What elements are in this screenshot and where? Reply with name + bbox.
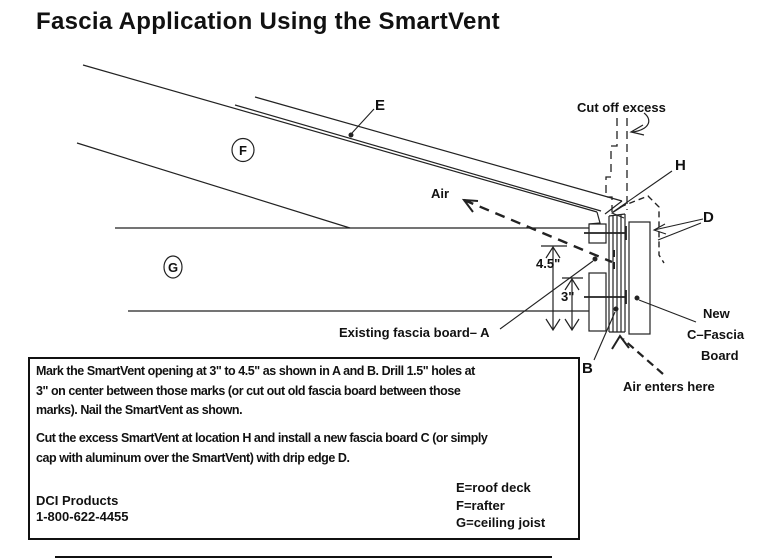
air-flow-dash [464, 200, 612, 262]
legend-item-f: F=rafter [456, 497, 505, 513]
reference-circles [164, 139, 254, 279]
existing-fascia-lower-piece [589, 273, 606, 331]
e-dot [349, 133, 354, 138]
leader-lines [352, 109, 696, 360]
label-d: D [703, 209, 714, 226]
label-new-fascia-3: Board [701, 348, 739, 363]
dim-3-lines [562, 278, 583, 330]
b-leader [594, 312, 615, 360]
rafter-end-cut [589, 212, 600, 224]
nail-upper [584, 226, 626, 240]
fascia-assembly [584, 214, 650, 334]
label-h: H [675, 157, 686, 174]
dim-label-4-5: 4.5" [536, 256, 561, 271]
label-g: G [167, 260, 179, 275]
label-e: E [375, 97, 386, 114]
label-new-fascia-2: C–Fascia [687, 327, 745, 342]
smartvent-strip [609, 214, 625, 332]
d-leader-arrow [654, 219, 703, 240]
air-enters-arrowhead [612, 336, 629, 349]
rafter-bottom-edge [77, 143, 350, 228]
roof-structure [77, 65, 622, 311]
roof-deck-bottom-edge [235, 105, 601, 211]
dim-label-3: 3" [561, 289, 575, 304]
c-board-leader [639, 300, 696, 322]
air-enters-dash [623, 339, 663, 374]
company-name: DCI Products [36, 493, 119, 508]
legend-item-e: E=roof deck [456, 480, 531, 495]
company-phone: 1-800-622-4455 [36, 508, 129, 524]
instruction-line: Cut the excess SmartVent at location H and install a new fascia board C (or simply [36, 431, 488, 445]
legend-item-g: G=ceiling joist [456, 515, 546, 530]
arrowheads [464, 113, 703, 349]
rafter-top-edge [83, 65, 597, 212]
h-leader-arrow [612, 171, 672, 218]
label-air: Air [431, 186, 450, 201]
new-fascia-board-shape [629, 222, 650, 334]
instruction-line: marks). Nail the SmartVent as shown. [36, 403, 243, 417]
label-f: F [239, 143, 247, 158]
cut-line-stepped [606, 118, 617, 212]
b-dot [614, 307, 619, 312]
instruction-line: cap with aluminum over the SmartVent) with drip edge D. [36, 450, 350, 465]
label-existing-fascia: Existing fascia board– A [339, 325, 490, 340]
c-board-dot [635, 296, 640, 301]
page-title: Fascia Application Using the SmartVent [36, 8, 500, 35]
instruction-line: Mark the SmartVent opening at 3" to 4.5" as shown in A and B. Drill 1.5" holes at [36, 364, 475, 378]
label-b: B [582, 360, 593, 377]
a-dot [593, 257, 598, 262]
label-air-enters: Air enters here [623, 379, 715, 394]
label-new-fascia-1: New [703, 306, 730, 321]
leader-dots [349, 133, 640, 312]
nail-lower [584, 290, 626, 304]
label-cut-off-excess: Cut off excess [577, 100, 666, 115]
cutoff-curve-arrow [631, 113, 649, 135]
instruction-line: 3" on center between those marks (or cut out old fascia board between those [36, 383, 461, 398]
